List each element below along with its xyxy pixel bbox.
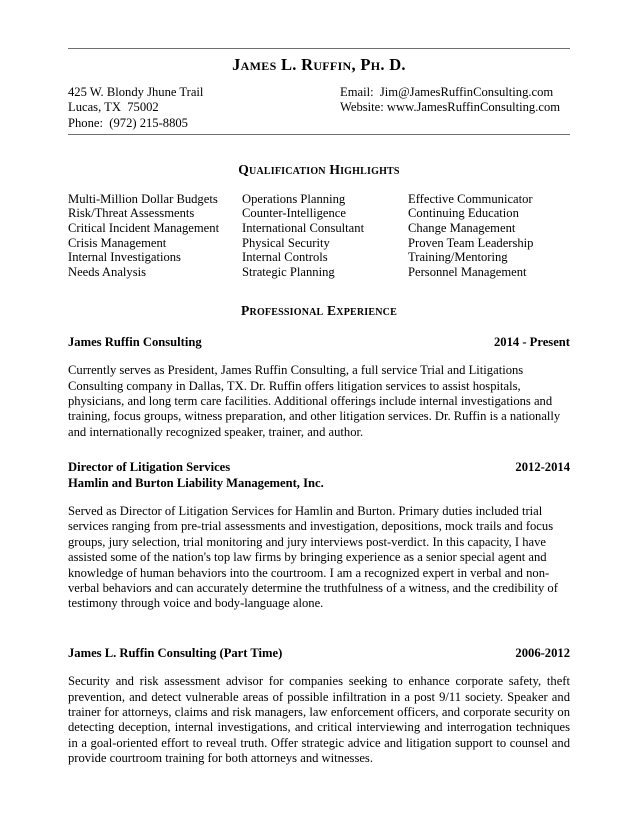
experience-entry — [68, 335, 570, 440]
address-line-2: Lucas, TX 75002 — [68, 100, 159, 115]
experience-entry — [68, 460, 570, 612]
highlight-item: Operations Planning — [242, 191, 346, 206]
section-heading-experience: Professional Experience — [241, 303, 397, 319]
highlight-item: Critical Incident Management — [68, 221, 220, 236]
page-title: James L. Ruffin, Ph. D. — [232, 55, 406, 74]
highlight-item: Internal Controls — [242, 250, 328, 265]
highlights-row — [68, 250, 570, 265]
highlight-item: Internal Investigations — [68, 250, 181, 265]
experience-entry-dates: 2012-2014 — [515, 460, 570, 475]
highlight-item: Change Management — [408, 221, 516, 236]
website-line: Website: www.JamesRuffinConsulting.com — [340, 100, 561, 115]
highlight-item: Risk/Threat Assessments — [68, 206, 195, 221]
header-bottom-rule — [68, 134, 570, 135]
qualification-highlights-grid — [68, 192, 570, 280]
highlight-item: International Consultant — [242, 221, 365, 236]
experience-entry-description: Security and risk assessment advisor for companies seeking to enhance corporate safety, theft prevention, and detect vulnerable areas of possible infiltration in a post 9/11 society. Speaker and trainer for attorneys, claims and risk managers, law enforcement officers, and corporate security on detecting deception, internal investigations, and critical interviewing and interrogation techniques in a goal-oriented effort to reveal truth. Offer strategic advice and litigation support to counsel and provide courtroom training for both attorneys and witnesses. — [68, 674, 570, 766]
highlight-item: Continuing Education — [408, 206, 519, 221]
experience-entry — [68, 646, 570, 767]
highlights-row — [68, 221, 570, 236]
phone-line: Phone: (972) 215-8805 — [68, 115, 188, 130]
contact-online-column — [340, 85, 570, 132]
highlights-row — [68, 265, 570, 280]
highlight-item: Proven Team Leadership — [408, 235, 534, 250]
experience-entry-description: Served as Director of Litigation Services for Hamlin and Burton. Primary duties included trial services ranging from pre-trial assessments and investigation, depositions, mock trails and focus groups, jury selection, trial monitoring and jury interviews post-verdict. In this capacity, I have assisted some of the nation's top law firms by bringing experience as a senior special agent and knowledge of human behaviors into the courtroom. I am a recognized expert in verbal and non-verbal behaviors and can accurately determine the truthfulness of a witness, and the credibility of testimony through voice and body-language alone. — [68, 504, 558, 611]
email-line: Email: Jim@JamesRuffinConsulting.com — [340, 84, 554, 99]
experience-entry-title: Director of Litigation Services — [68, 460, 231, 475]
highlight-item: Physical Security — [242, 235, 330, 250]
experience-entry-title: James Ruffin Consulting — [68, 334, 202, 349]
highlight-item: Personnel Management — [408, 264, 527, 279]
section-heading-qualification: Qualification Highlights — [238, 161, 400, 177]
highlights-row — [68, 206, 570, 221]
experience-entry-description: Currently serves as President, James Ruffin Consulting, a full service Trial and Litigations Consulting company in Dallas, TX. Dr. Ruffin offers litigation services to assist hospitals, physicians, and long term care facilities. Additional offerings include internal investigations and training, focus groups, witness preparation, and other litigation services. Dr. Ruffin is a nationally and internationally recognized speaker, trainer, and author. — [68, 363, 561, 439]
highlight-item: Counter-Intelligence — [242, 206, 346, 221]
experience-entry-dates: 2014 - Present — [493, 334, 570, 349]
contact-address-column — [68, 85, 340, 132]
experience-entry-header — [68, 646, 570, 661]
header-top-rule — [68, 48, 570, 49]
highlight-item: Multi-Million Dollar Budgets — [68, 191, 218, 206]
highlights-row — [68, 236, 570, 251]
highlights-row — [68, 192, 570, 207]
highlight-item: Effective Communicator — [408, 191, 533, 206]
highlight-item: Needs Analysis — [68, 264, 147, 279]
highlight-item: Crisis Management — [68, 235, 167, 250]
experience-entry-dates: 2006-2012 — [515, 645, 570, 660]
experience-entry-title: James L. Ruffin Consulting (Part Time) — [68, 645, 283, 660]
contact-block — [68, 85, 570, 132]
experience-entry-header — [68, 335, 570, 350]
address-line-1: 425 W. Blondy Jhune Trail — [68, 84, 204, 99]
highlight-item: Training/Mentoring — [408, 250, 508, 265]
highlight-item: Strategic Planning — [242, 264, 335, 279]
experience-entry-organization: Hamlin and Burton Liability Management, Inc. — [68, 475, 324, 490]
experience-entry-header — [68, 460, 570, 475]
